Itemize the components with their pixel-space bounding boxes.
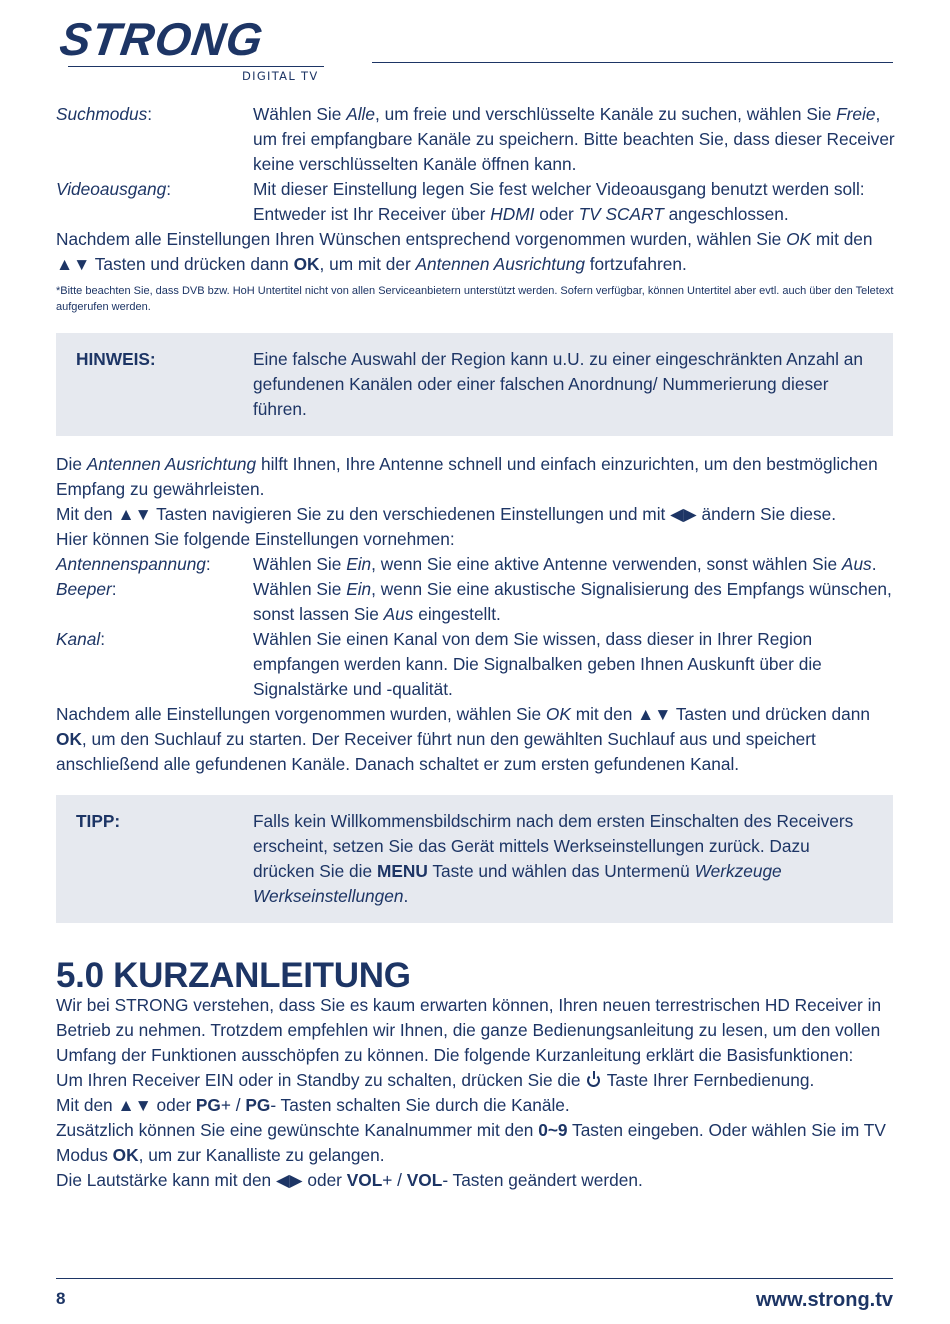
logo-underline bbox=[68, 66, 324, 67]
italic-text: Aus bbox=[383, 604, 414, 624]
paragraph-continue bbox=[56, 227, 896, 277]
text-run: . bbox=[403, 886, 409, 906]
definition-row bbox=[56, 627, 896, 702]
text-run: Falls kein Willkommensbildschirm nach dem ersten Einschalten des Receivers erscheint, setzen Sie das Gerät mittels Werkseinstellungen zurück. Dazu drücken Sie die bbox=[253, 811, 854, 881]
paragraph-power bbox=[56, 1068, 896, 1093]
text-run: - Tasten geändert werden. bbox=[442, 1170, 643, 1190]
italic-text: Werkzeuge Werkseinstellungen bbox=[253, 861, 782, 906]
text-run: , wenn Sie eine aktive Antenne verwenden, sonst wählen Sie bbox=[371, 554, 842, 574]
term-label: Beeper bbox=[56, 579, 112, 599]
italic-text: Antennen Ausrichtung bbox=[86, 454, 257, 474]
text-run: Hier können Sie folgende Einstellungen vornehmen: bbox=[56, 529, 455, 549]
italic-text: Freie bbox=[836, 104, 876, 124]
text-run: Zusätzlich können Sie eine gewünschte Kanalnummer mit den bbox=[56, 1120, 539, 1140]
text-run: Wählen Sie bbox=[253, 104, 347, 124]
italic-text: Aus bbox=[841, 554, 872, 574]
text-run: Taste Ihrer Fernbedienung. bbox=[602, 1070, 815, 1090]
text-run: Wählen Sie bbox=[253, 579, 347, 599]
logo-wordmark: STRONG bbox=[56, 13, 267, 65]
definition-term bbox=[56, 102, 253, 177]
term-label: Suchmodus bbox=[56, 104, 148, 124]
definition-row bbox=[56, 577, 896, 627]
header-rule bbox=[372, 62, 893, 63]
text-run: Eine falsche Auswahl der Region kann u.U. zu einer eingeschränkten Anzahl an gefundenen Kanälen oder einer falschen Anordnung/ Nummerierung dieser führen. bbox=[253, 349, 864, 419]
strong-logo bbox=[56, 8, 326, 86]
text-run: . bbox=[871, 554, 877, 574]
text-run: , um freie und verschlüsselte Kanäle zu suchen, wählen Sie bbox=[375, 104, 837, 124]
term-label: Videoausgang bbox=[56, 179, 167, 199]
definition-text bbox=[253, 102, 896, 177]
definition-list-antenna bbox=[56, 552, 896, 702]
paragraph-start-scan bbox=[56, 702, 896, 777]
paragraph-channel-number bbox=[56, 1118, 896, 1168]
definition-text bbox=[253, 177, 896, 227]
text-run: , um frei empfangbare Kanäle zu speichern. Bitte beachten Sie, dass dieser Receiver keine verschlüsselten Kanäle öffnen kann. bbox=[253, 104, 895, 174]
term-colon: : bbox=[166, 179, 172, 199]
website-url: www.strong.tv bbox=[755, 1289, 893, 1311]
text-run: oder bbox=[534, 204, 579, 224]
term-colon: : bbox=[205, 554, 211, 574]
note-box-hinweis bbox=[56, 333, 893, 436]
text-run: Um Ihren Receiver EIN oder in Standby zu schalten, drücken Sie die bbox=[56, 1070, 586, 1090]
term-colon: : bbox=[111, 579, 117, 599]
term-colon: : bbox=[100, 629, 106, 649]
text-run: mit den ▲▼ Tasten und drücken dann bbox=[570, 704, 870, 724]
term-label: Kanal bbox=[56, 629, 101, 649]
text-run: hilft Ihnen, Ihre Antenne schnell und einfach einzurichten, um den bestmöglichen Empfang zu gewährleisten. bbox=[56, 454, 878, 499]
bold-text: OK bbox=[112, 1145, 139, 1165]
text-run: Nachdem alle Einstellungen Ihren Wünschen entsprechend vorgenommen wurden, wählen Sie bbox=[56, 229, 787, 249]
definition-term bbox=[56, 577, 253, 627]
definition-term bbox=[56, 552, 253, 577]
paragraph-settings-intro bbox=[56, 527, 896, 552]
definition-row bbox=[56, 177, 896, 227]
definition-term bbox=[56, 177, 253, 227]
italic-text: HDMI bbox=[490, 204, 535, 224]
note-text bbox=[253, 347, 893, 422]
text-run: , wenn Sie eine akustische Signalisierung des Empfangs wünschen, sonst lassen Sie bbox=[253, 579, 892, 624]
note-label: TIPP: bbox=[76, 811, 121, 831]
paragraph-channels bbox=[56, 1093, 896, 1118]
footnote: *Bitte beachten Sie, dass DVB bzw. HoH Untertitel nicht von allen Serviceanbietern unterstützt werden. Sofern verfügbar, können Untertitel aber evtl. auch über den Teletext aufgerufen werden. bbox=[56, 285, 894, 313]
text-run: angeschlossen. bbox=[663, 204, 789, 224]
text-run: Die bbox=[56, 454, 87, 474]
italic-text: Antennen Ausrichtung bbox=[415, 254, 585, 274]
text-run: + / bbox=[220, 1095, 246, 1115]
italic-text: TV SCART bbox=[578, 204, 664, 224]
text-run: Mit den ▲▼ oder bbox=[56, 1095, 196, 1115]
text-run: Tasten eingeben. Oder wählen Sie im TV Modus bbox=[56, 1120, 886, 1165]
text-run: Mit dieser Einstellung legen Sie fest welcher Videoausgang benutzt werden soll: Entweder ist Ihr Receiver über bbox=[253, 179, 865, 224]
text-run: fortzufahren. bbox=[584, 254, 687, 274]
italic-text: Ein bbox=[346, 554, 372, 574]
text-run: Mit den ▲▼ Tasten navigieren Sie zu den verschiedenen Einstellungen und mit ◀▶ ändern Sie diese. bbox=[56, 504, 837, 524]
text-run: Wählen Sie bbox=[253, 554, 347, 574]
note-text bbox=[253, 809, 893, 909]
bold-text: 0~9 bbox=[538, 1120, 568, 1140]
footer-rule bbox=[56, 1278, 893, 1279]
definition-list-scan bbox=[56, 102, 896, 227]
italic-text: Ein bbox=[346, 579, 372, 599]
definition-row bbox=[56, 102, 896, 177]
power-icon bbox=[587, 1074, 600, 1087]
definition-row bbox=[56, 552, 896, 577]
text-run: , um mit der bbox=[319, 254, 416, 274]
text-run: Taste und wählen das Untermenü bbox=[427, 861, 695, 881]
definition-text bbox=[253, 552, 896, 577]
paragraph-quickstart-intro bbox=[56, 993, 896, 1068]
bold-text: PG bbox=[195, 1095, 221, 1115]
text-run: Wir bei STRONG verstehen, dass Sie es kaum erwarten können, Ihren neuen terrestrischen HD Receiver in Betrieb zu nehmen. Trotzdem empfehlen wir Ihnen, die ganze Bedienungsanleitung zu lesen, um den vollen Umfang der Funktionen ausschöpfen zu können. Die folgende Kurzanleitung erklärt die Basisfunktionen: bbox=[56, 995, 882, 1065]
page-number: 8 bbox=[56, 1289, 66, 1308]
note-label: HINWEIS: bbox=[76, 349, 156, 369]
note-box-tipp bbox=[56, 795, 893, 923]
text-run: Nachdem alle Einstellungen vorgenommen wurden, wählen Sie bbox=[56, 704, 546, 724]
paragraph-volume bbox=[56, 1168, 896, 1193]
bold-text: OK bbox=[293, 254, 320, 274]
text-run: eingestellt. bbox=[413, 604, 501, 624]
definition-term bbox=[56, 627, 253, 702]
text-run: , um zur Kanalliste zu gelangen. bbox=[138, 1145, 385, 1165]
term-label: Antennenspannung bbox=[56, 554, 206, 574]
italic-text: OK bbox=[786, 229, 812, 249]
text-run: - Tasten schalten Sie durch die Kanäle. bbox=[270, 1095, 570, 1115]
definition-text bbox=[253, 627, 896, 702]
term-colon: : bbox=[147, 104, 153, 124]
bold-text: VOL bbox=[346, 1170, 383, 1190]
bold-text: MENU bbox=[376, 861, 428, 881]
italic-text: Alle bbox=[346, 104, 376, 124]
logo-subtitle: DIGITAL TV bbox=[242, 69, 319, 83]
bold-text: OK bbox=[56, 729, 82, 749]
definition-text bbox=[253, 577, 896, 627]
italic-text: OK bbox=[545, 704, 571, 724]
text-run: mit den ▲▼ Tasten und drücken dann bbox=[56, 229, 873, 274]
section-title: 5.0 KURZANLEITUNG bbox=[56, 956, 411, 995]
paragraph-antenna-intro bbox=[56, 452, 896, 502]
text-run: , um den Suchlauf zu starten. Der Receiver führt nun den gewählten Suchlauf aus und speichert anschließend alle gefundenen Kanäle. Danach schaltet er zum ersten gefundenen Kanal. bbox=[56, 729, 816, 774]
bold-text: VOL bbox=[406, 1170, 443, 1190]
paragraph-navigation bbox=[56, 502, 896, 527]
text-run: Die Lautstärke kann mit den ◀▶ oder bbox=[56, 1170, 347, 1190]
text-run: Wählen Sie einen Kanal von dem Sie wissen, dass dieser in Ihrer Region empfangen werden kann. Die Signalbalken geben Ihnen Auskunft über die Signalstärke und -qualität. bbox=[253, 629, 822, 699]
text-run: + / bbox=[382, 1170, 407, 1190]
bold-text: PG bbox=[245, 1095, 271, 1115]
page-content bbox=[56, 102, 896, 1193]
